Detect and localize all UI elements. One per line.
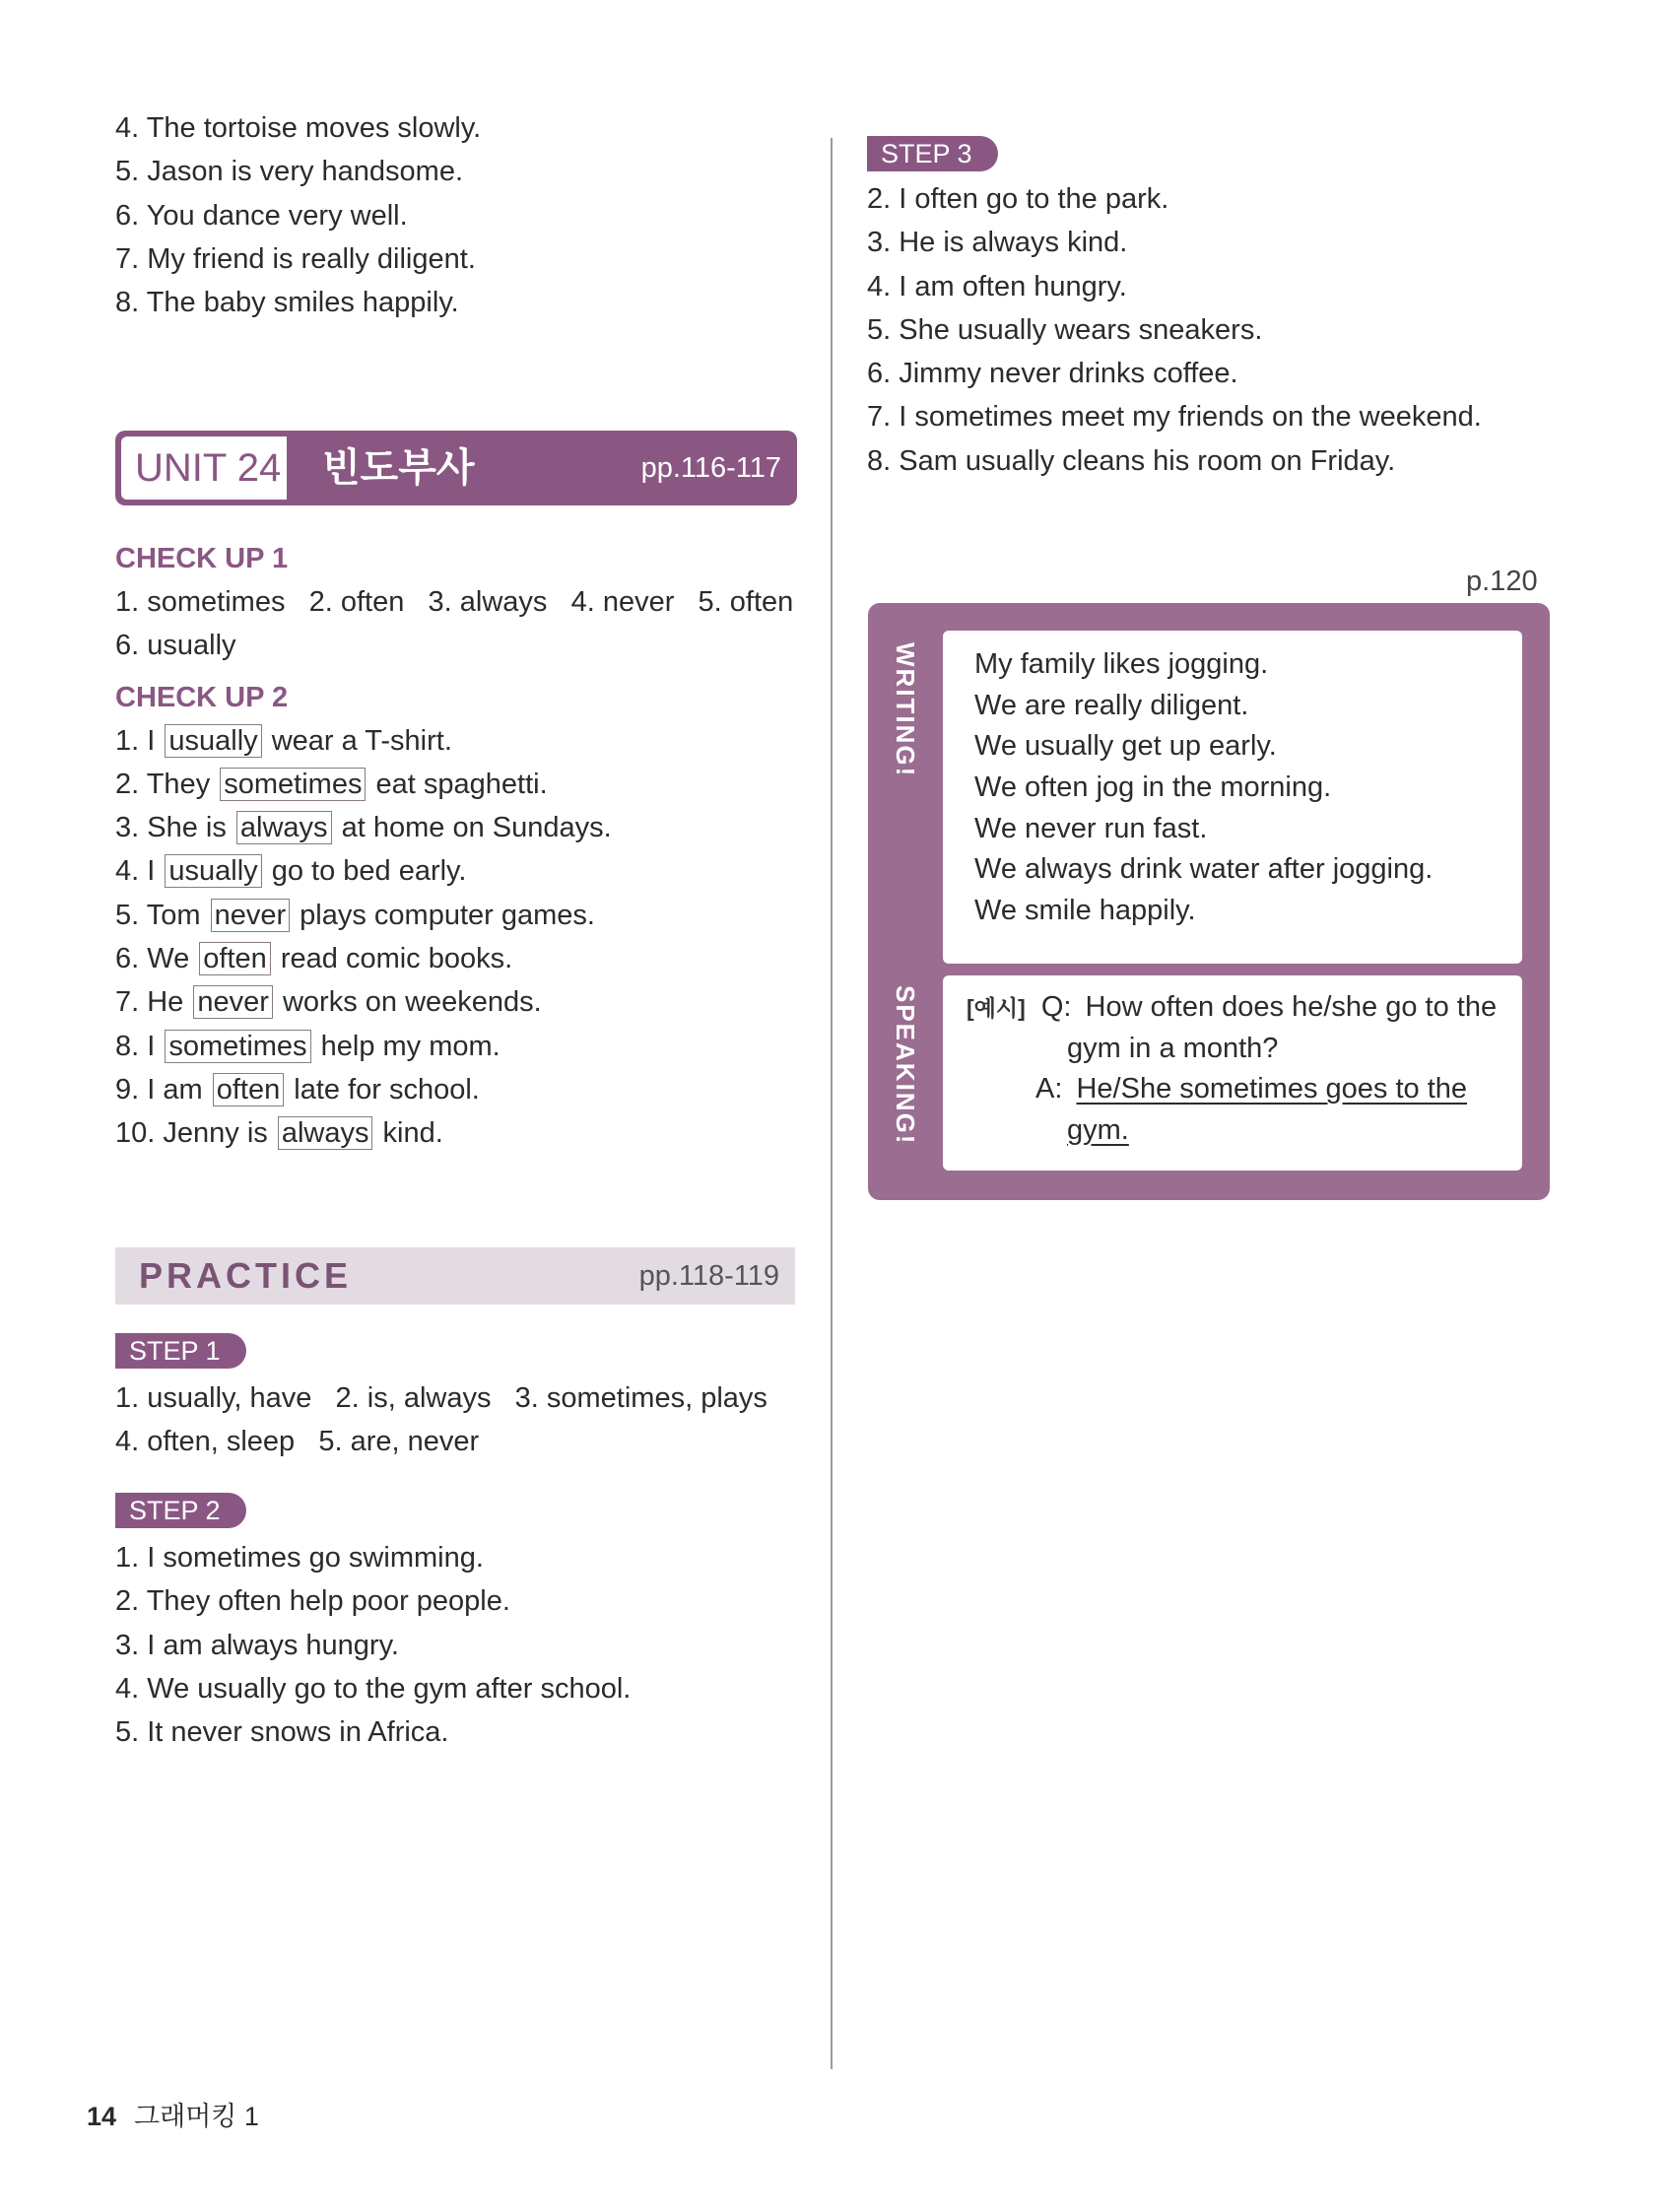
page-number: 14 [87, 2102, 117, 2131]
unit-label: UNIT 24 [121, 436, 287, 500]
step-2-line: 4. We usually go to the gym after school. [115, 1672, 632, 1705]
check-up-2-item [115, 719, 825, 763]
boxed-adverb: sometimes [165, 1030, 310, 1063]
check-up-2-item [115, 763, 825, 806]
step-1-label: STEP 1 [115, 1333, 246, 1369]
writing-box [943, 631, 1522, 964]
item-text: wear a T-shirt. [263, 724, 452, 757]
check-up-2-item [115, 849, 825, 893]
step-2-line: 5. It never snows in Africa. [115, 1716, 449, 1749]
step-2-line: 3. I am always hungry. [115, 1629, 399, 1661]
step-3-line: 5. She usually wears sneakers. [867, 313, 1263, 346]
step-3-line: 4. I am often hungry. [867, 270, 1127, 302]
item-text: 8. I [115, 1030, 164, 1062]
question-prefix: Q: [1040, 991, 1072, 1023]
answer-prefix: A: [1035, 1073, 1063, 1105]
step-3-line: 8. Sam usually cleans his room on Friday. [867, 444, 1396, 477]
example-tag: [예시] [967, 995, 1026, 1021]
step-2-label: STEP 2 [115, 1493, 246, 1528]
speaking-box [943, 975, 1522, 1171]
step-2-line: 2. They often help poor people. [115, 1585, 510, 1618]
unit-title: 빈도부사 [322, 446, 475, 490]
practice-pages: pp.118-119 [638, 1260, 779, 1292]
check-up-2-item [115, 937, 825, 980]
boxed-adverb: usually [165, 724, 261, 758]
check-up-2-item [115, 1025, 825, 1068]
writing-page-ref: p.120 [1466, 566, 1538, 597]
boxed-adverb: never [211, 899, 291, 932]
answer-text-cont [967, 1110, 1522, 1152]
unit-pages: pp.116-117 [640, 452, 781, 484]
item-text: kind. [374, 1117, 443, 1150]
question-text-cont: gym in a month? [1067, 1032, 1279, 1064]
check-up-1-heading: CHECK UP 1 [115, 543, 289, 574]
writing-line: My family likes jogging. [974, 648, 1269, 680]
check-up-2-item [115, 1111, 825, 1155]
step-3-line: 3. He is always kind. [867, 227, 1128, 259]
column-divider [831, 138, 833, 2069]
item-text: 6. We [115, 943, 198, 975]
item-text: 1. I [115, 724, 164, 757]
step-3-line: 6. Jimmy never drinks coffee. [867, 358, 1238, 390]
item-text: at home on Sundays. [333, 812, 612, 844]
list-item: 7. My friend is really diligent. [115, 242, 476, 275]
step-1-section [115, 1333, 825, 1464]
check-up-1-line: 6. usually [115, 630, 236, 662]
list-item: 6. You dance very well. [115, 199, 408, 232]
item-text: 3. She is [115, 812, 234, 844]
boxed-adverb: always [236, 811, 332, 844]
boxed-adverb: never [193, 985, 273, 1019]
step-3-section [867, 136, 1557, 483]
page-footer [87, 2095, 259, 2133]
step-2-section [115, 1493, 825, 1754]
speaking-answer-line [967, 1069, 1522, 1110]
practice-header-bar [115, 1247, 795, 1305]
top-answer-list [115, 106, 805, 324]
item-text: read comic books. [272, 943, 513, 975]
answer-text: gym. [1067, 1113, 1129, 1146]
writing-line: We usually get up early. [974, 730, 1277, 763]
check-up-section [115, 537, 825, 1156]
writing-line: We never run fast. [974, 812, 1208, 844]
writing-line: We smile happily. [974, 895, 1196, 927]
question-text: How often does he/she go to the [1085, 991, 1498, 1023]
step-3-line: 2. I often go to the park. [867, 183, 1169, 215]
item-text: 4. I [115, 855, 164, 888]
writing-speaking-panel [868, 603, 1550, 1200]
answer-text: He/She sometimes goes to the [1076, 1073, 1468, 1105]
step-2-line: 1. I sometimes go swimming. [115, 1542, 484, 1574]
list-item: 5. Jason is very handsome. [115, 156, 464, 188]
item-text: late for school. [286, 1073, 480, 1106]
boxed-adverb: often [213, 1073, 285, 1106]
check-up-2-list [115, 719, 825, 1156]
item-text: 5. Tom [115, 899, 209, 931]
check-up-2-heading: CHECK UP 2 [115, 681, 289, 713]
step-3-label: STEP 3 [867, 136, 998, 171]
item-text: help my mom. [312, 1030, 500, 1062]
item-text: works on weekends. [274, 986, 542, 1019]
step-1-line: 4. often, sleep 5. are, never [115, 1426, 480, 1458]
boxed-adverb: sometimes [220, 768, 366, 801]
check-up-2-item [115, 980, 825, 1024]
step-1-line: 1. usually, have 2. is, always 3. sometimes, plays [115, 1382, 767, 1414]
writing-line: We are really diligent. [974, 689, 1249, 721]
step-3-line: 7. I sometimes meet my friends on the weekend. [867, 401, 1482, 434]
check-up-2-item [115, 894, 825, 937]
item-text: plays computer games. [292, 899, 595, 931]
speaking-question-line [967, 987, 1522, 1029]
item-text: 7. He [115, 986, 192, 1019]
speaking-label: SPEAKING! [891, 985, 920, 1146]
boxed-adverb: always [278, 1116, 373, 1150]
list-item: 8. The baby smiles happily. [115, 287, 459, 319]
item-text: eat spaghetti. [367, 768, 548, 800]
boxed-adverb: often [199, 942, 271, 975]
book-title: 그래머킹 1 [134, 2102, 259, 2131]
check-up-2-item [115, 806, 825, 849]
item-text: go to bed early. [263, 855, 467, 888]
writing-line: We often jog in the morning. [974, 771, 1332, 804]
boxed-adverb: usually [165, 854, 261, 888]
writing-label: WRITING! [891, 642, 920, 778]
item-text: 2. They [115, 768, 219, 800]
check-up-1-line: 1. sometimes 2. often 3. always 4. never 5. often [115, 586, 794, 618]
writing-line: We always drink water after jogging. [974, 853, 1434, 886]
item-text: 10. Jenny is [115, 1117, 276, 1150]
item-text: 9. I am [115, 1073, 211, 1106]
list-item: 4. The tortoise moves slowly. [115, 112, 482, 144]
check-up-2-item [115, 1068, 825, 1111]
practice-label: PRACTICE [139, 1255, 353, 1296]
unit-header-bar [115, 431, 797, 505]
